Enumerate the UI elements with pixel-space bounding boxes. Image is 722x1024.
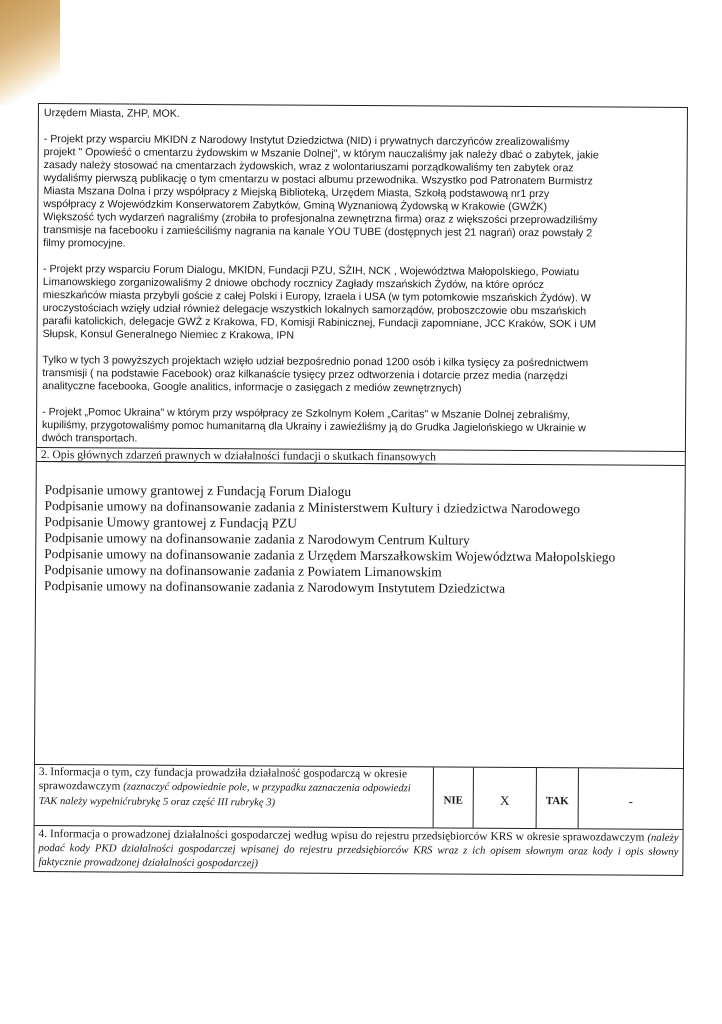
section-4-instruction: (należy podać kody PKD działalności gospodarczej wpisanej do rejestru przedsiębiorców KRS wraz z ich opisem słownym oraz kody i opis słowny faktycznie prowadzonej działalności gospodarczej) — [38, 831, 679, 870]
text-line: wydaliśmy pierwszą publikację o tym cmentarzu w postaci albumu przewodnika. Wszystko pod Patronatem Burmistrz — [43, 172, 593, 188]
text-line: projekt " Opowieść o cmentarzu żydowskim w Mszanie Dolnej", w którym nauczaliśmy jak należy dbać o zabytek, jakie — [43, 146, 599, 162]
section-3-instruction: (zaznaczyć odpowiednie pole, w przypadku zaznaczenia odpowiedzi TAK należy wypełnićrubrykę 5 oraz część III rubrykę 3) — [38, 781, 411, 809]
text-line: - Projekt „Pomoc Ukraina" w którym przy współpracy ze Szkolnym Kołem „Caritas" w Mszanie Dolnej zebraliśmy, — [42, 406, 570, 422]
tak-label-cell: TAK — [536, 768, 578, 828]
text-line: Słupsk, Konsul Generalnego Niemiec z Krakowa, IPN — [42, 328, 295, 342]
section-1-description — [37, 104, 687, 451]
text-line: Większość tych wydarzeń nagraliśmy (zrobiła to profesjonalna zewnętrzna firma) oraz z większości przeprowadziliśmy — [43, 211, 598, 227]
tak-checkbox[interactable]: - — [578, 768, 683, 829]
section-4-text: 4. Informacja o prowadzonej działalności gospodarczej według wpisu do rejestru przedsiębiorców KRS w okresie sprawozdawczym — [38, 828, 645, 844]
text-line: Miasta Mszana Dolna i przy współpracy z Miejską Biblioteką, Urzędem Miasta, Szkołą podstawową nr1 przy — [43, 185, 550, 201]
text-line: transmisji ( na podstawie Facebook) oraz kilkanaście tysięcy przez odtworzenia i dotarcie przez media (narzędzi — [42, 367, 568, 383]
text-line: Tylko w tych 3 powyższych projektach wzięło udział bezpośrednio ponad 1200 osób i kilka tysięcy za pośrednictwem — [42, 354, 589, 370]
text-line: kupiliśmy, przygotowaliśmy pomoc humanitarną dla Ukrainy i zawieźliśmy ją do Grudka Jagielońskiego w Ukrainie w — [41, 419, 586, 435]
nie-label-cell: NIE — [433, 767, 473, 827]
text-line: - Projekt przy wsparciu Forum Dialogu, MKIDN, Fundacji PZU, SŻIH, NCK , Województwa Małopolskiego, Powiatu — [42, 263, 580, 279]
project-paragraph-1 — [43, 133, 683, 254]
scan-corner-edge — [0, 0, 60, 105]
text-line: - Projekt przy wsparciu MKIDN z Narodowy Instytut Dziedzictwa (NID) i prywatnych darczyńców zrealizowaliśmy — [43, 133, 570, 149]
text-line: zasady należy stosować na cmentarzach żydowskich, wraz z wolontariuszami porządkowaliśmy ten zabytek oraz — [43, 159, 574, 175]
section-3-question — [35, 765, 433, 827]
legal-event-item: Podpisanie umowy na dofinansowanie zadania z Narodowym Centrum Kultury — [44, 530, 470, 548]
text-line: analityczne facebooka, Google analitics, informacje o zasięgach z mediów zewnętrznych) — [42, 380, 462, 395]
text-line: dwóch transportach. — [41, 432, 138, 445]
project-paragraph-ukraine — [42, 406, 681, 449]
section-2-legal-events — [35, 462, 685, 768]
project-paragraph-2 — [43, 263, 682, 345]
legal-event-item: Podpisanie Umowy grantowej z Fundacją PZU — [44, 514, 298, 531]
text-line: transmisje na facebooku i zamieściliśmy nagrania na kanale YOU TUBE (dostępnych jest 21 nagrań) oraz powstały 2 — [43, 224, 593, 240]
legal-event-item: Podpisanie umowy na dofinansowanie zadania z Ministerstwem Kultury i dziedzictwa Narodowego — [44, 498, 581, 517]
text-line: Limanowskiego zorganizowaliśmy 2 dniowe obchody rocznicy Zagłady mszańskich Żydów, na które oprócz — [42, 276, 545, 292]
section-1-first-line: Urzędem Miasta, ZHP, MOK. — [43, 107, 180, 120]
section-3-question-text: 3. Informacja o tym, czy fundacja prowadziła działalność gospodarczą w okresie sprawozdawczym — [38, 766, 408, 793]
section-2-heading: 2. Opis głównych zdarzeń prawnych w działalności fundacji o skutkach finansowych — [40, 448, 436, 464]
section-3-business-activity-row — [35, 764, 683, 830]
text-line: mieszkańców miasta przybyli goście z całej Polski i Europy, Izraela i USA (w tym potomkowie mszańskich Żydów). W — [42, 289, 591, 305]
text-line: współpracy z Wojewódzkim Konserwatorem Zabytków, Gminą Wyznaniową Żydowską w Krakowie (GWŻK) — [43, 198, 548, 214]
legal-event-item: Podpisanie umowy grantowej z Fundacją Forum Dialogu — [44, 482, 352, 499]
text-line: filmy promocyjne. — [43, 237, 126, 250]
legal-event-item: Podpisanie umowy na dofinansowanie zadania z Narodowym Instytutem Dziedzictwa — [44, 578, 506, 596]
participants-paragraph — [42, 354, 681, 397]
section-4-krs-activity — [34, 826, 682, 875]
legal-event-item: Podpisanie umowy na dofinansowanie zadania z Powiatem Limanowskim — [44, 562, 442, 580]
text-line: uroczystościach wzięły udział również delegacje wszystkich lokalnych samorządów, proboszczowie obu mszańskich — [42, 302, 587, 318]
report-form-page — [33, 103, 688, 876]
text-line: parafii katolickich, delegacje GWŻ z Krakowa, FD, Komisji Rabinicznej, Fundacji zapomniane, JCC Kraków, SOK i UM — [42, 315, 597, 331]
legal-event-item: Podpisanie umowy na dofinansowanie zadania z Urzędem Marszałkowskim Województwa Małopolskiego — [44, 546, 616, 565]
nie-checkbox[interactable]: X — [473, 768, 536, 828]
